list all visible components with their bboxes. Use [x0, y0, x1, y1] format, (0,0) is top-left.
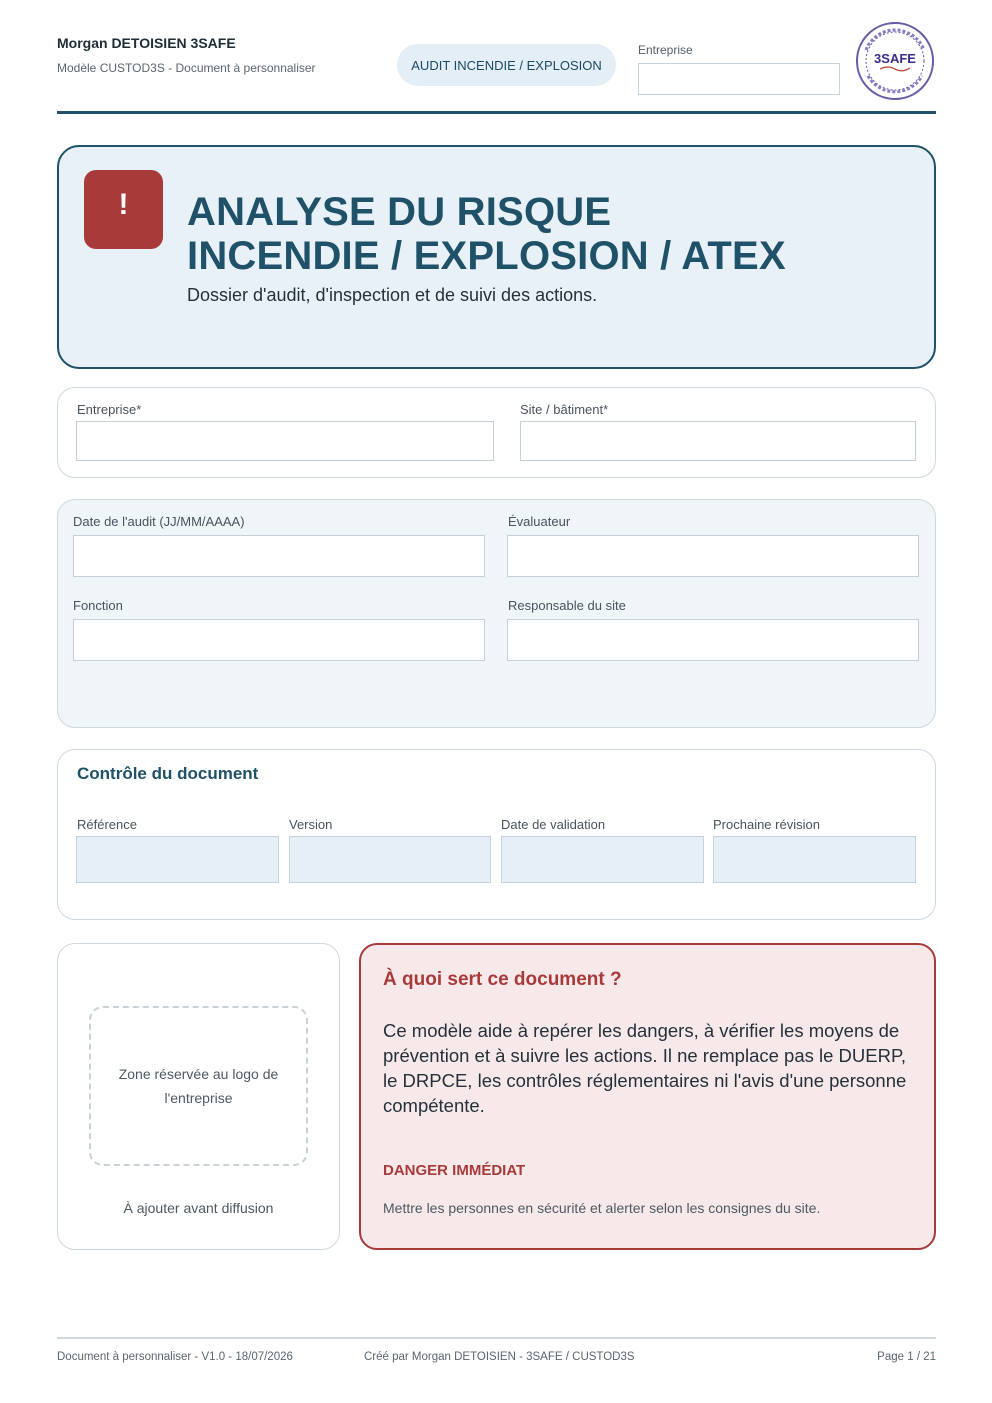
document-title-line1: ANALYSE DU RISQUE: [187, 190, 612, 234]
footer-divider: [57, 1337, 936, 1339]
company-label: Entreprise*: [77, 402, 142, 417]
company-field[interactable]: [76, 421, 494, 461]
document-control-title: Contrôle du document: [77, 764, 259, 783]
alert-badge-icon: !: [84, 170, 163, 249]
seal-text: 3SAFE: [874, 51, 916, 66]
function-field[interactable]: [73, 619, 485, 661]
reference-field[interactable]: [76, 836, 279, 883]
validation-date-field[interactable]: [501, 836, 704, 883]
author-name: Morgan DETOISIEN 3SAFE: [57, 35, 236, 51]
header-company-label: Entreprise: [638, 43, 693, 57]
model-caption: Modèle CUSTOD3S - Document à personnaliser: [57, 61, 316, 75]
audit-info-card: [57, 499, 936, 728]
evaluator-label: Évaluateur: [508, 514, 571, 529]
audit-date-label: Date de l'audit (JJ/MM/AAAA): [73, 514, 245, 529]
info-title: À quoi sert ce document ?: [383, 969, 622, 990]
version-label: Version: [289, 817, 333, 832]
footer-version: Document à personnaliser - V1.0 - 18/07/2026: [57, 1351, 293, 1363]
header-divider: [57, 111, 936, 114]
danger-body: Mettre les personnes en sécurité et alerter selon les consignes du site.: [383, 1200, 821, 1216]
next-revision-label: Prochaine révision: [713, 817, 820, 832]
footer-credit: Créé par Morgan DETOISIEN - 3SAFE / CUSTOD3S: [364, 1351, 635, 1363]
footer-page-number: Page 1 / 21: [877, 1351, 936, 1363]
evaluator-field[interactable]: [507, 535, 919, 577]
info-body: Ce modèle aide à repérer les dangers, à vérifier les moyens de prévention et à suivre les actions. Il ne remplace pas le DUERP, le DRPCE, les contrôles réglementaires ni l'avis d'une personne compétente.: [383, 1020, 907, 1116]
audit-date-field[interactable]: [73, 535, 485, 577]
header-company-field[interactable]: [638, 63, 840, 95]
document-title-line2: INCENDIE / EXPLOSION / ATEX: [187, 234, 786, 278]
company-seal-icon: [854, 20, 936, 102]
logo-drop-zone[interactable]: [89, 1006, 308, 1166]
logo-note: À ajouter avant diffusion: [123, 1200, 274, 1216]
site-manager-field[interactable]: [507, 619, 919, 661]
site-field[interactable]: [520, 421, 916, 461]
logo-placeholder-text: Zone réservée au logo de l'entreprise: [118, 1066, 279, 1106]
reference-label: Référence: [77, 817, 137, 832]
danger-title: DANGER IMMÉDIAT: [383, 1162, 526, 1179]
validation-date-label: Date de validation: [501, 817, 606, 832]
next-revision-field[interactable]: [713, 836, 916, 883]
site-label: Site / bâtiment*: [520, 402, 609, 417]
function-label: Fonction: [73, 598, 123, 613]
audit-type-pill: AUDIT INCENDIE / EXPLOSION: [397, 44, 616, 86]
version-field[interactable]: [289, 836, 491, 883]
site-manager-label: Responsable du site: [508, 598, 626, 613]
document-subtitle: Dossier d'audit, d'inspection et de suivi des actions.: [187, 285, 598, 305]
